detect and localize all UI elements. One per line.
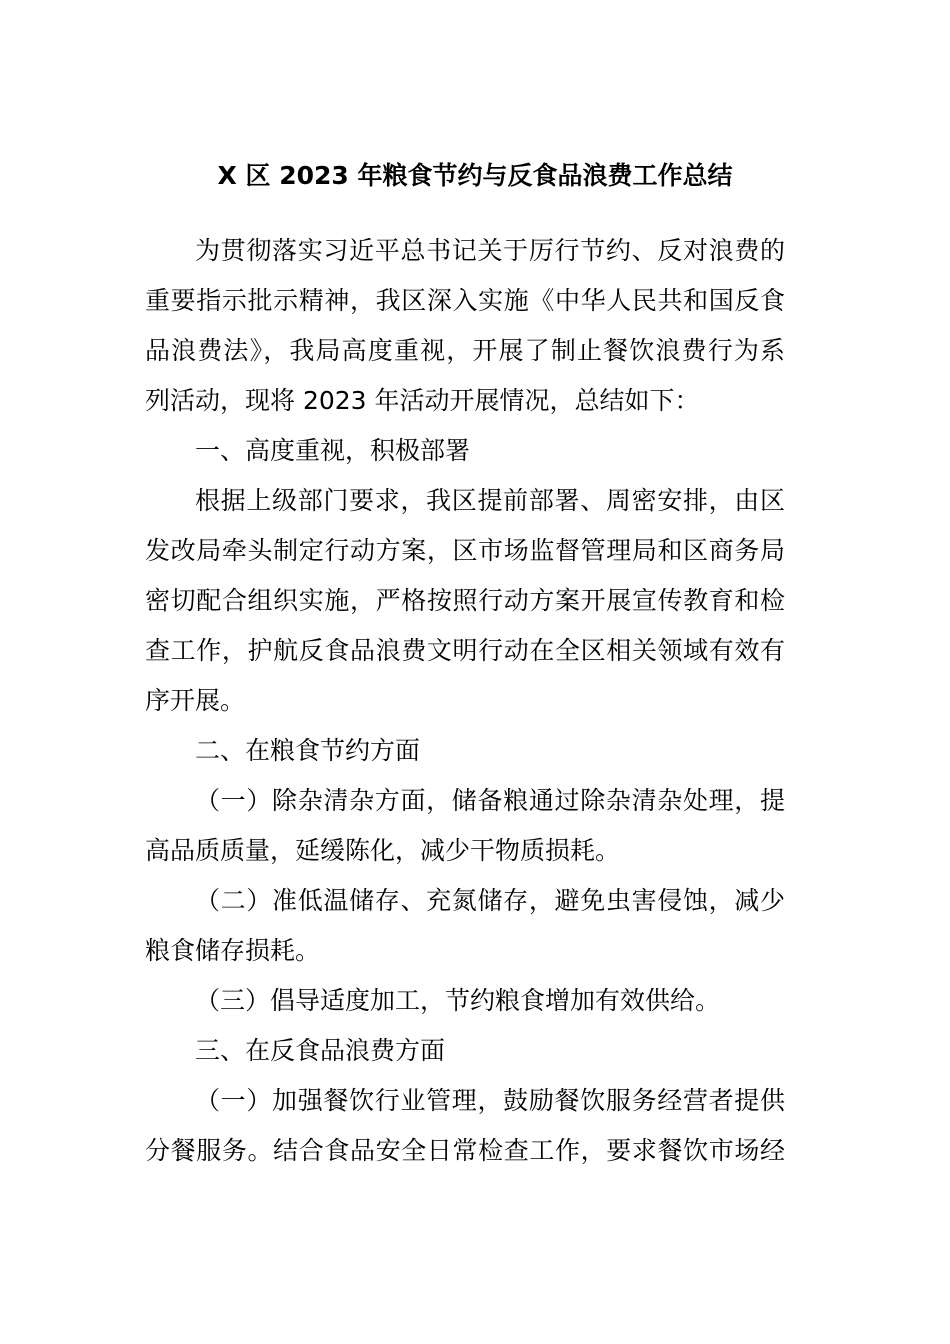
paragraph-line: 序开展。	[145, 686, 246, 715]
paragraph-line: 密切配合组织实施，严格按照行动方案开展宣传教育和检	[145, 586, 785, 615]
paragraph-line: （三）倡导适度加工，节约粮食增加有效供给。	[195, 986, 721, 1015]
paragraph-line: （一）加强餐饮行业管理，鼓励餐饮服务经营者提供	[195, 1086, 785, 1115]
paragraph-line: 高品质质量，延缓陈化，减少干物质损耗。	[145, 836, 621, 865]
paragraph-line: 列活动，现将 2023 年活动开展情况，总结如下：	[145, 386, 700, 415]
paragraph-line: （一）除杂清杂方面，储备粮通过除杂清杂处理，提	[195, 786, 785, 815]
paragraph-line: 发改局牵头制定行动方案，区市场监督管理局和区商务局	[145, 536, 785, 565]
paragraph-line: （二）准低温储存、充氮储存，避免虫害侵蚀，减少	[195, 886, 785, 915]
section-heading: 二、在粮食节约方面	[195, 736, 421, 765]
section-heading: 一、高度重视，积极部署	[195, 436, 471, 465]
paragraph-line: 重要指示批示精神，我区深入实施《中华人民共和国反食	[145, 286, 785, 315]
paragraph-line: 根据上级部门要求，我区提前部署、周密安排，由区	[195, 486, 785, 515]
paragraph-line: 分餐服务。结合食品安全日常检查工作，要求餐饮市场经	[145, 1136, 785, 1165]
paragraph-line: 为贯彻落实习近平总书记关于厉行节约、反对浪费的	[195, 236, 785, 265]
paragraph-line: 查工作，护航反食品浪费文明行动在全区相关领域有效有	[145, 636, 785, 665]
paragraph-line: 品浪费法》，我局高度重视，开展了制止餐饮浪费行为系	[145, 336, 785, 365]
section-heading: 三、在反食品浪费方面	[195, 1036, 446, 1065]
document-title: X 区 2023 年粮食节约与反食品浪费工作总结	[217, 161, 733, 190]
paragraph-line: 粮食储存损耗。	[145, 936, 321, 965]
